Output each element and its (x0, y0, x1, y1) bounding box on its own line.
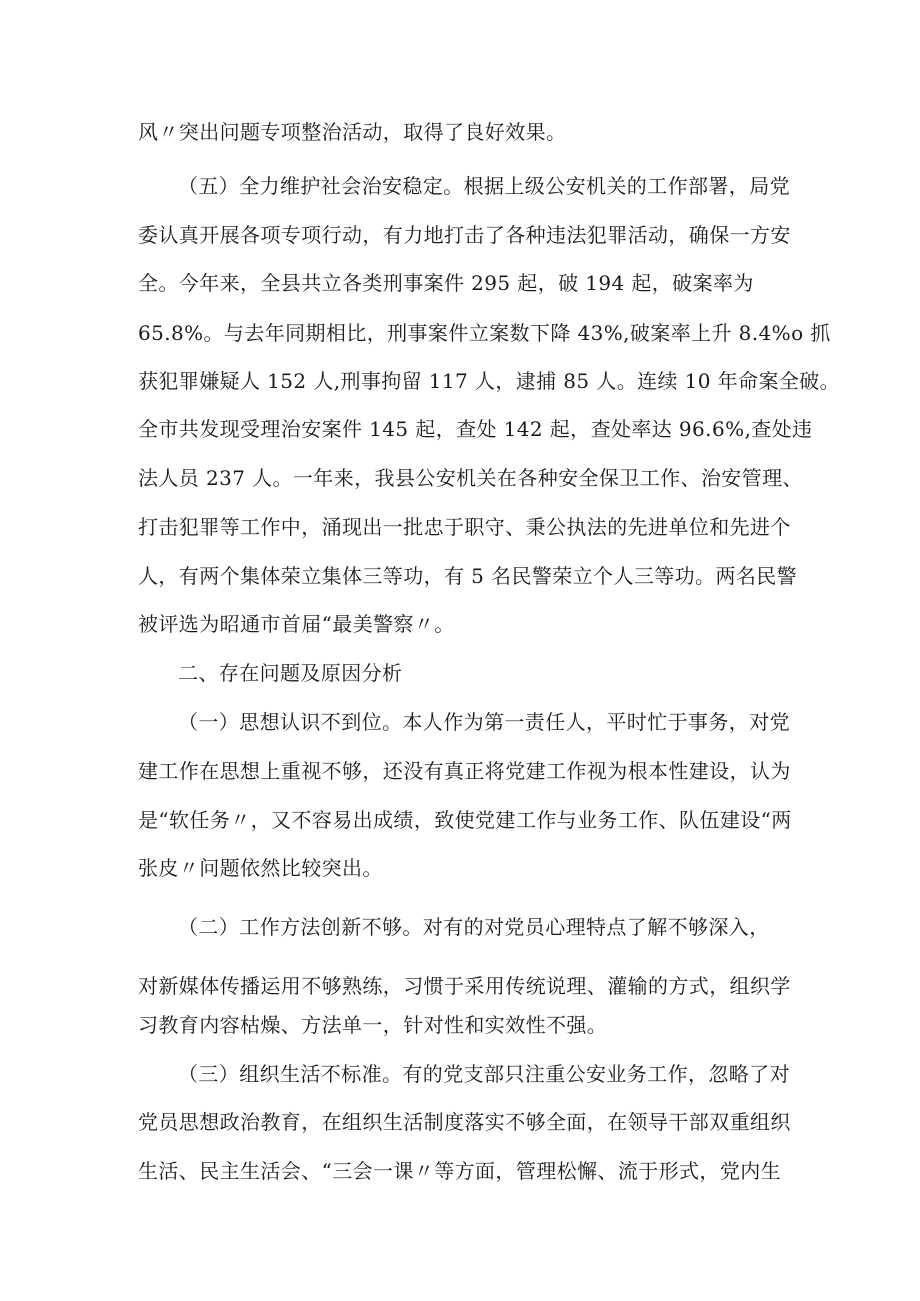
text-line: （五）全力维护社会治安稳定。根据上级公安机关的工作部署，局党 (178, 174, 790, 198)
text-line: 党员思想政治教育，在组织生活制度落实不够全面，在领导干部双重组织 (138, 1110, 791, 1134)
text-line: 张皮〃问题依然比较突出。 (138, 856, 383, 880)
text-line: 被评选为昭通市首届“最美警察〃。 (138, 612, 455, 636)
text-line: 全。今年来，全县共立各类刑事案件 295 起，破 194 起，破案率为 (138, 271, 754, 295)
text-line: 获犯罪嫌疑人 152 人,刑事拘留 117 人，逮捕 85 人。连续 10 年命案全破。 (138, 369, 841, 393)
text-line: 建工作在思想上重视不够，还没有真正将党建工作视为根本性建设，认为 (138, 759, 791, 783)
text-line: （二）工作方法创新不够。对有的对党员心理特点了解不够深入， (178, 915, 770, 939)
text-line: 打击犯罪等工作中，涌现出一批忠于职守、秉公执法的先进单位和先进个 (138, 515, 791, 539)
text-line: 法人员 237 人。一年来，我县公安机关在各种安全保卫工作、治安管理、 (138, 466, 803, 490)
text-line: 习教育内容枯燥、方法单一，针对性和实效性不强。 (138, 1013, 608, 1037)
text-line: 风〃突出问题专项整治活动，取得了良好效果。 (138, 120, 567, 144)
text-line: 人，有两个集体荣立集体三等功，有 5 名民警荣立个人三等功。两名民警 (138, 564, 798, 588)
text-line: 是“软任务〃，又不容易出成绩，致使党建工作与业务工作、队伍建设“两 (138, 808, 792, 832)
text-line: （一）思想认识不到位。本人作为第一责任人，平时忙于事务，对党 (178, 710, 790, 734)
text-line: 委认真开展各项专项行动，有力地打击了各种违法犯罪活动，确保一方安 (138, 223, 791, 247)
text-line: 生活、民主生活会、“三会一课〃等方面，管理松懈、流于形式，党内生 (138, 1159, 782, 1183)
text-line: 对新媒体传播运用不够熟练，习惯于采用传统说理、灌输的方式，组织学 (138, 974, 791, 998)
text-line: 全市共发现受理治安案件 145 起，查处 142 起，查处率达 96.6%,查处违 (138, 417, 813, 441)
section-heading: 二、存在问题及原因分析 (178, 661, 403, 685)
text-line: 65.8%。与去年同期相比，刑事案件立案数下降 43%,破案率上升 8.4%o 抓 (138, 321, 831, 345)
text-line: （三）组织生活不标准。有的党支部只注重公安业务工作，忽略了对 (178, 1062, 790, 1086)
